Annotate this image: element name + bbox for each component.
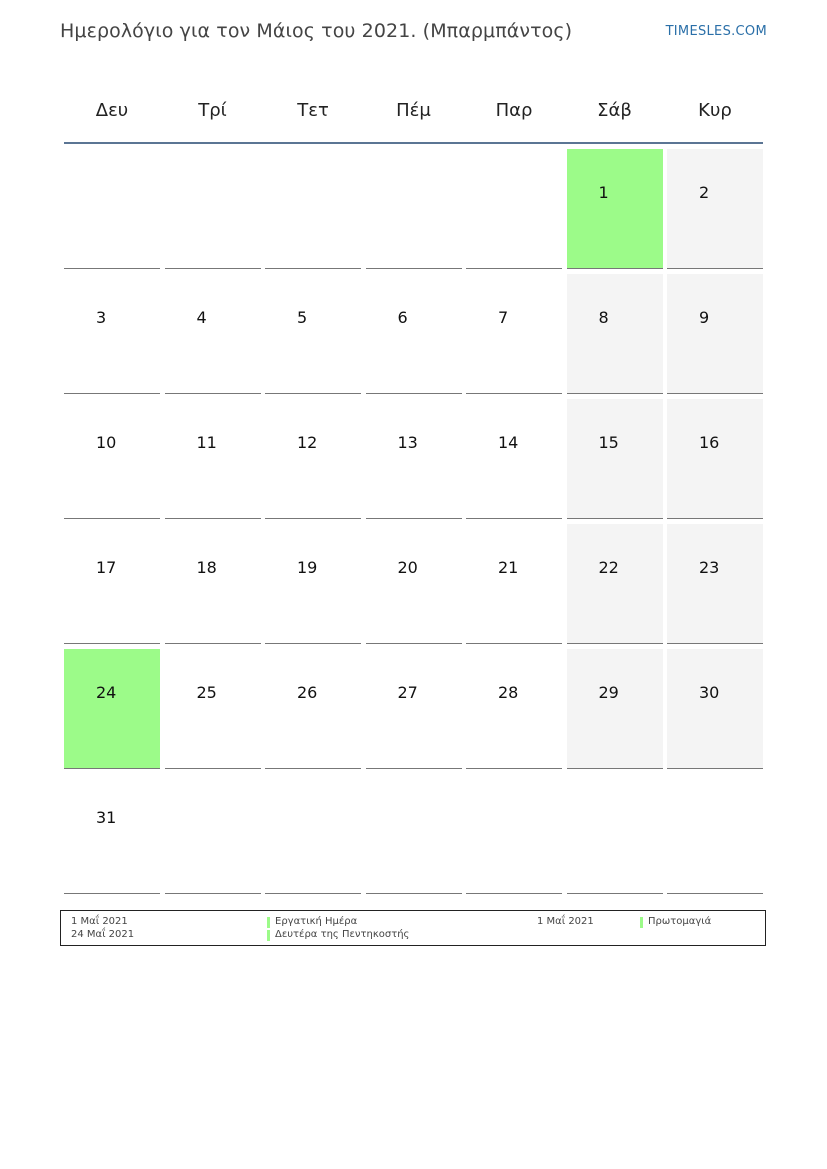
weekday-header-row xyxy=(64,78,763,144)
weekday-wednesday: Τετ xyxy=(297,99,329,121)
day-cell-24[interactable] xyxy=(64,649,160,769)
day-cell-18[interactable] xyxy=(165,524,261,644)
day-number: 2 xyxy=(699,183,710,202)
calendar-week-row xyxy=(64,149,763,269)
page-title: Ημερολόγιο για τον Μάιος του 2021. (Μπαρμπάντος) xyxy=(60,20,573,42)
day-cell-empty xyxy=(64,149,160,269)
day-cell-empty xyxy=(265,149,361,269)
day-number: 16 xyxy=(699,433,720,452)
day-number: 21 xyxy=(498,558,519,577)
calendar-week-row xyxy=(64,649,763,769)
day-cell-23[interactable] xyxy=(667,524,763,644)
weekday-monday: Δευ xyxy=(95,99,129,121)
day-number: 31 xyxy=(96,808,117,827)
day-cell-11[interactable] xyxy=(165,399,261,519)
day-number: 26 xyxy=(297,683,318,702)
day-cell-empty xyxy=(165,149,261,269)
calendar-grid xyxy=(64,78,763,894)
day-number: 30 xyxy=(699,683,720,702)
day-number: 27 xyxy=(397,683,418,702)
day-number: 17 xyxy=(96,558,117,577)
legend-right-name-1: Πρωτομαγιά xyxy=(648,916,712,927)
day-cell-empty xyxy=(667,774,763,894)
day-number: 4 xyxy=(196,308,207,327)
day-number: 15 xyxy=(598,433,619,452)
day-cell-3[interactable] xyxy=(64,274,160,394)
day-cell-16[interactable] xyxy=(667,399,763,519)
day-number: 25 xyxy=(196,683,217,702)
day-number: 13 xyxy=(397,433,418,452)
day-cell-13[interactable] xyxy=(366,399,462,519)
day-cell-5[interactable] xyxy=(265,274,361,394)
day-number: 7 xyxy=(498,308,509,327)
legend-right-date-1: 1 Μαΐ 2021 xyxy=(537,916,594,927)
day-cell-21[interactable] xyxy=(466,524,562,644)
day-cell-26[interactable] xyxy=(265,649,361,769)
day-cell-empty xyxy=(165,774,261,894)
day-cell-25[interactable] xyxy=(165,649,261,769)
day-cell-17[interactable] xyxy=(64,524,160,644)
calendar-week-row xyxy=(64,399,763,519)
day-cell-27[interactable] xyxy=(366,649,462,769)
day-cell-19[interactable] xyxy=(265,524,361,644)
legend-holiday-marker xyxy=(267,917,270,928)
day-cell-2[interactable] xyxy=(667,149,763,269)
day-cell-14[interactable] xyxy=(466,399,562,519)
day-number: 3 xyxy=(96,308,107,327)
weekday-sunday: Κυρ xyxy=(698,99,732,121)
weekday-friday: Παρ xyxy=(495,99,533,121)
day-number: 23 xyxy=(699,558,720,577)
day-cell-28[interactable] xyxy=(466,649,562,769)
day-cell-10[interactable] xyxy=(64,399,160,519)
day-cell-22[interactable] xyxy=(567,524,663,644)
day-cell-empty xyxy=(366,149,462,269)
legend-left-date-2: 24 Μαΐ 2021 xyxy=(71,929,135,940)
day-cell-empty xyxy=(567,774,663,894)
day-number: 18 xyxy=(196,558,217,577)
day-number: 1 xyxy=(598,183,609,202)
day-number: 11 xyxy=(196,433,217,452)
day-cell-29[interactable] xyxy=(567,649,663,769)
legend-holiday-marker xyxy=(640,917,643,928)
day-cell-empty xyxy=(265,774,361,894)
holiday-legend xyxy=(60,910,766,946)
day-number: 12 xyxy=(297,433,318,452)
brand-link[interactable]: TIMESLES.COM xyxy=(665,24,767,39)
day-number: 24 xyxy=(96,683,117,702)
weekday-saturday: Σάβ xyxy=(597,99,632,121)
weekday-thursday: Πέμ xyxy=(396,99,431,121)
day-number: 22 xyxy=(598,558,619,577)
calendar-weeks xyxy=(64,149,763,894)
day-cell-9[interactable] xyxy=(667,274,763,394)
day-number: 10 xyxy=(96,433,117,452)
day-number: 19 xyxy=(297,558,318,577)
day-number: 28 xyxy=(498,683,519,702)
day-cell-15[interactable] xyxy=(567,399,663,519)
day-cell-1[interactable] xyxy=(567,149,663,269)
legend-holiday-marker xyxy=(267,930,270,941)
weekday-tuesday: Τρί xyxy=(198,99,227,121)
day-number: 9 xyxy=(699,308,710,327)
legend-left-name-1: Εργατική Ημέρα xyxy=(275,916,358,927)
calendar-week-row xyxy=(64,524,763,644)
day-cell-7[interactable] xyxy=(466,274,562,394)
day-number: 20 xyxy=(397,558,418,577)
day-number: 14 xyxy=(498,433,519,452)
day-cell-30[interactable] xyxy=(667,649,763,769)
day-cell-6[interactable] xyxy=(366,274,462,394)
legend-left-name-2: Δευτέρα της Πεντηκοστής xyxy=(275,929,410,940)
calendar-week-row xyxy=(64,274,763,394)
day-cell-empty xyxy=(466,149,562,269)
day-number: 29 xyxy=(598,683,619,702)
day-cell-empty xyxy=(366,774,462,894)
day-cell-31[interactable] xyxy=(64,774,160,894)
day-number: 5 xyxy=(297,308,308,327)
calendar-week-row xyxy=(64,774,763,894)
day-cell-4[interactable] xyxy=(165,274,261,394)
day-cell-20[interactable] xyxy=(366,524,462,644)
day-number: 8 xyxy=(598,308,609,327)
day-cell-8[interactable] xyxy=(567,274,663,394)
day-cell-empty xyxy=(466,774,562,894)
day-cell-12[interactable] xyxy=(265,399,361,519)
day-number: 6 xyxy=(397,308,408,327)
legend-left-date-1: 1 Μαΐ 2021 xyxy=(71,916,128,927)
